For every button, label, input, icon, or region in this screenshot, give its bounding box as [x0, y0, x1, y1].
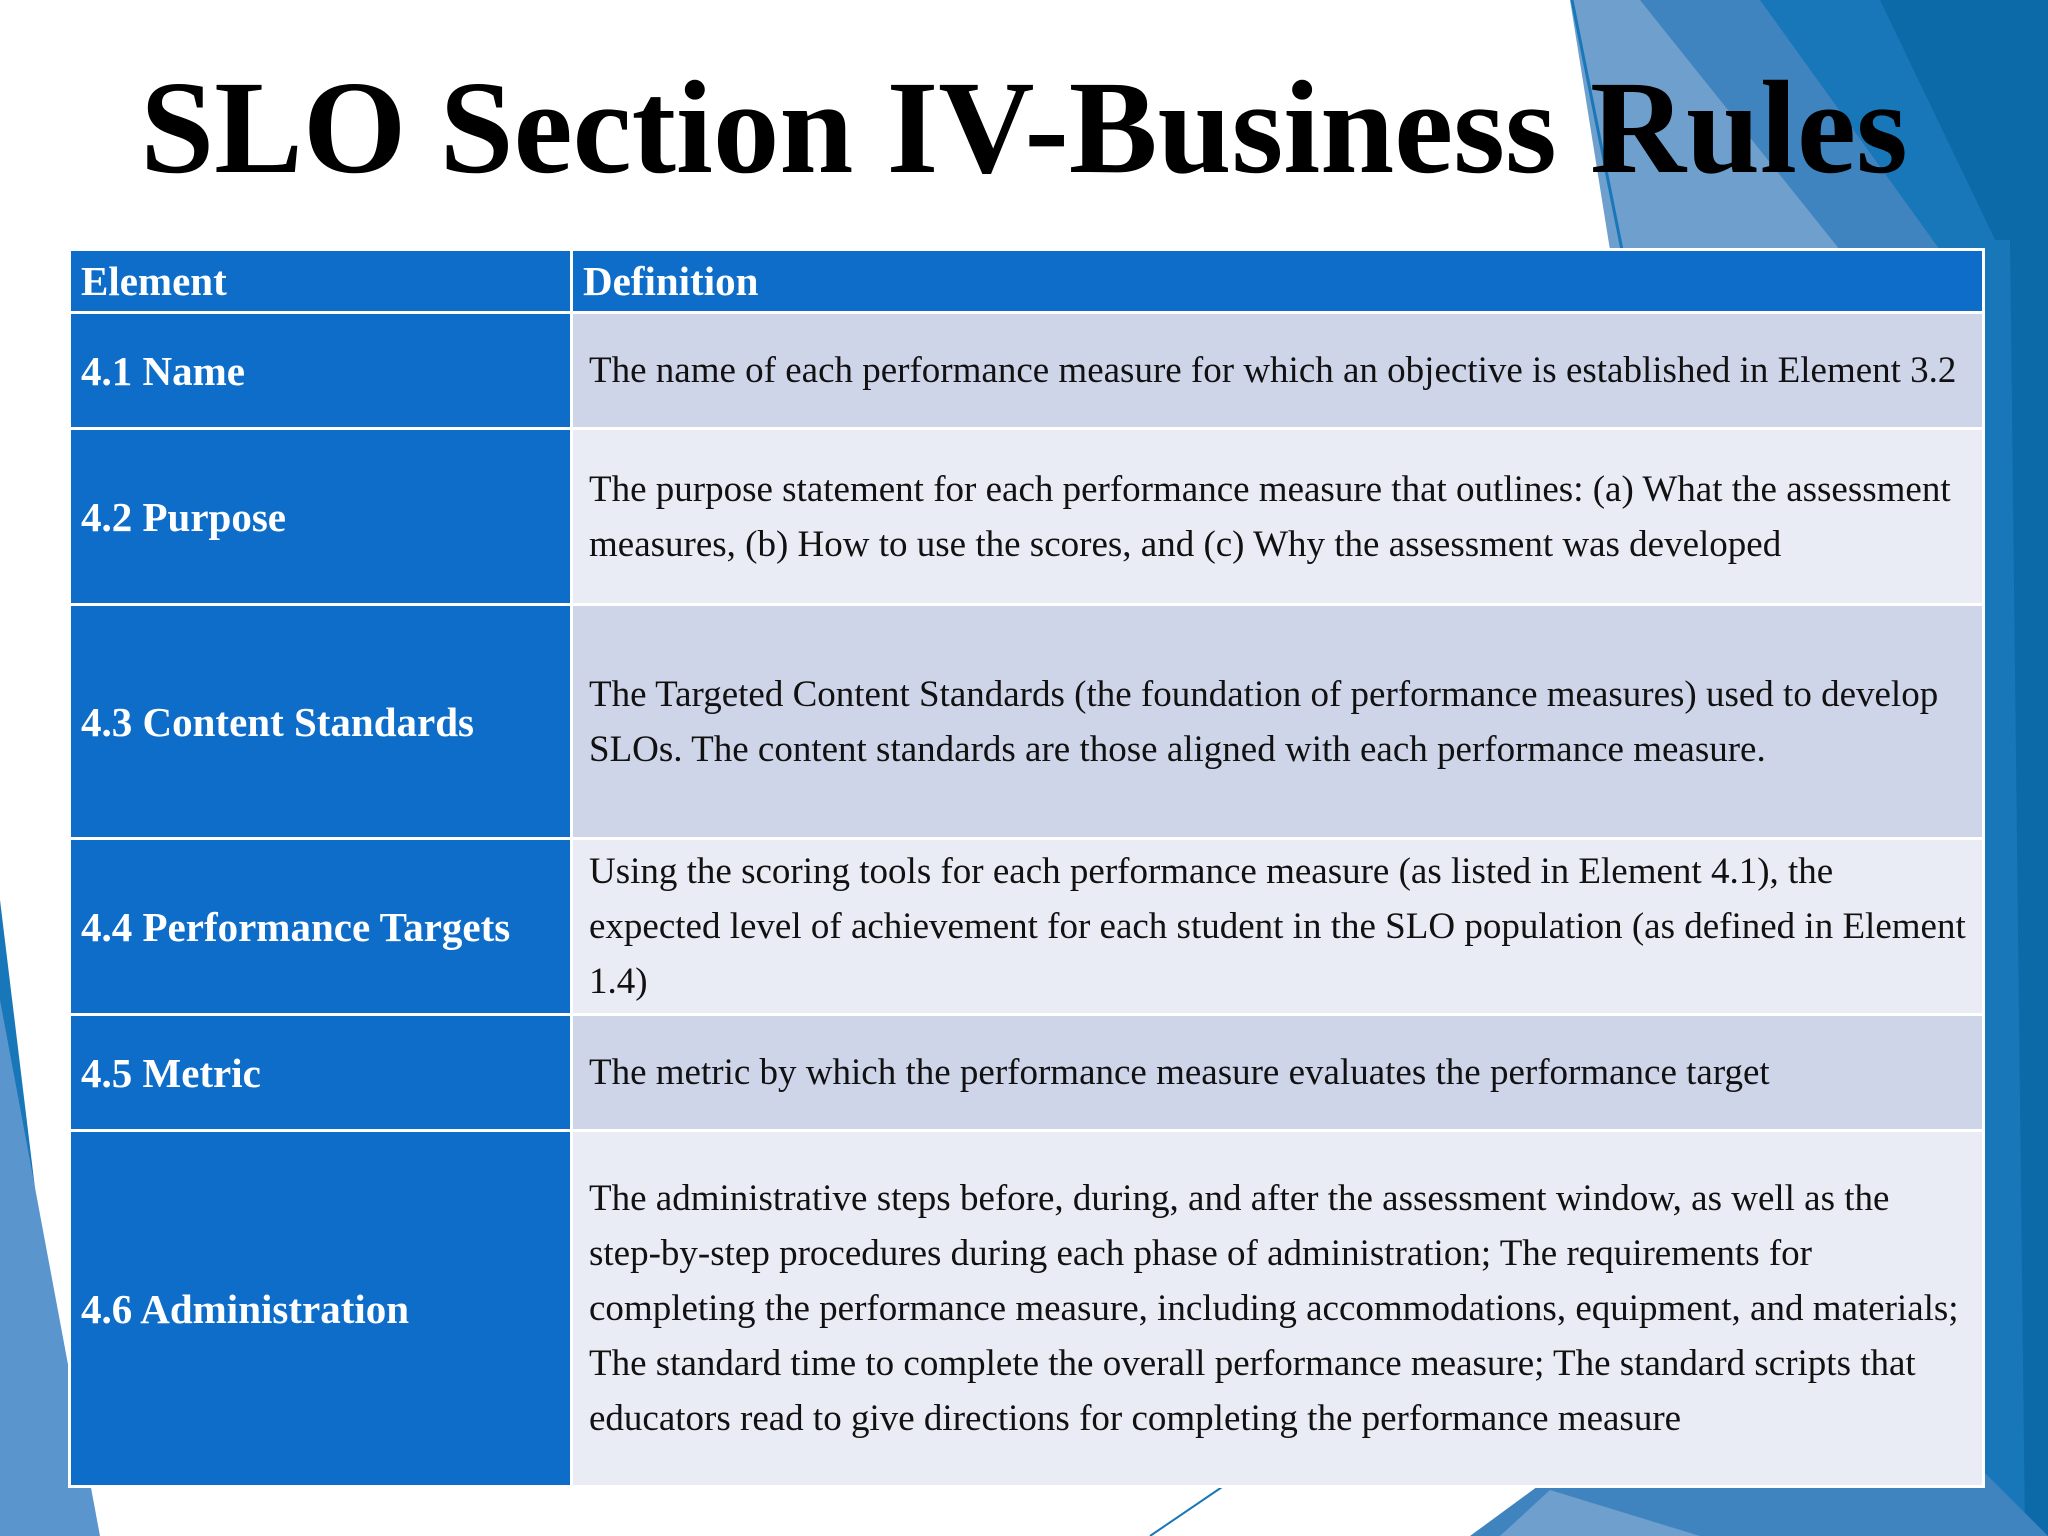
table-header-row — [70, 250, 1984, 313]
element-cell: 4.6 Administration — [70, 1131, 572, 1487]
definition-cell: The metric by which the performance measure evaluates the performance target — [572, 1015, 1984, 1131]
element-cell: 4.4 Performance Targets — [70, 839, 572, 1015]
definition-cell: The name of each performance measure for which an objective is established in Element 3.2 — [572, 313, 1984, 429]
element-cell: 4.3 Content Standards — [70, 605, 572, 839]
definition-cell: The purpose statement for each performance measure that outlines: (a) What the assessment measures, (b) How to use the scores, and (c) Why the assessment was developed — [572, 429, 1984, 605]
definition-cell: The administrative steps before, during, and after the assessment window, as well as the step-by-step procedures during each phase of administration; The requirements for completing the performance measure, including accommodations, equipment, and materials; The standard time to complete the overall performance measure; The standard scripts that educators read to give directions for completing the performance measure — [572, 1131, 1984, 1487]
table-row — [70, 839, 1984, 1015]
element-cell: 4.1 Name — [70, 313, 572, 429]
table-row — [70, 1131, 1984, 1487]
element-cell: 4.2 Purpose — [70, 429, 572, 605]
definition-cell: The Targeted Content Standards (the foundation of performance measures) used to develop SLOs. The content standards are those aligned with each performance measure. — [572, 605, 1984, 839]
column-header-definition: Definition — [572, 250, 1984, 313]
slide-title: SLO Section IV-Business Rules — [140, 53, 1908, 201]
table-row — [70, 313, 1984, 429]
table-row — [70, 605, 1984, 839]
business-rules-table — [68, 248, 1985, 1488]
definition-cell: Using the scoring tools for each performance measure (as listed in Element 4.1), the expected level of achievement for each student in the SLO population (as defined in Element 1.4) — [572, 839, 1984, 1015]
element-cell: 4.5 Metric — [70, 1015, 572, 1131]
table-row — [70, 1015, 1984, 1131]
column-header-element: Element — [70, 250, 572, 313]
table-row — [70, 429, 1984, 605]
